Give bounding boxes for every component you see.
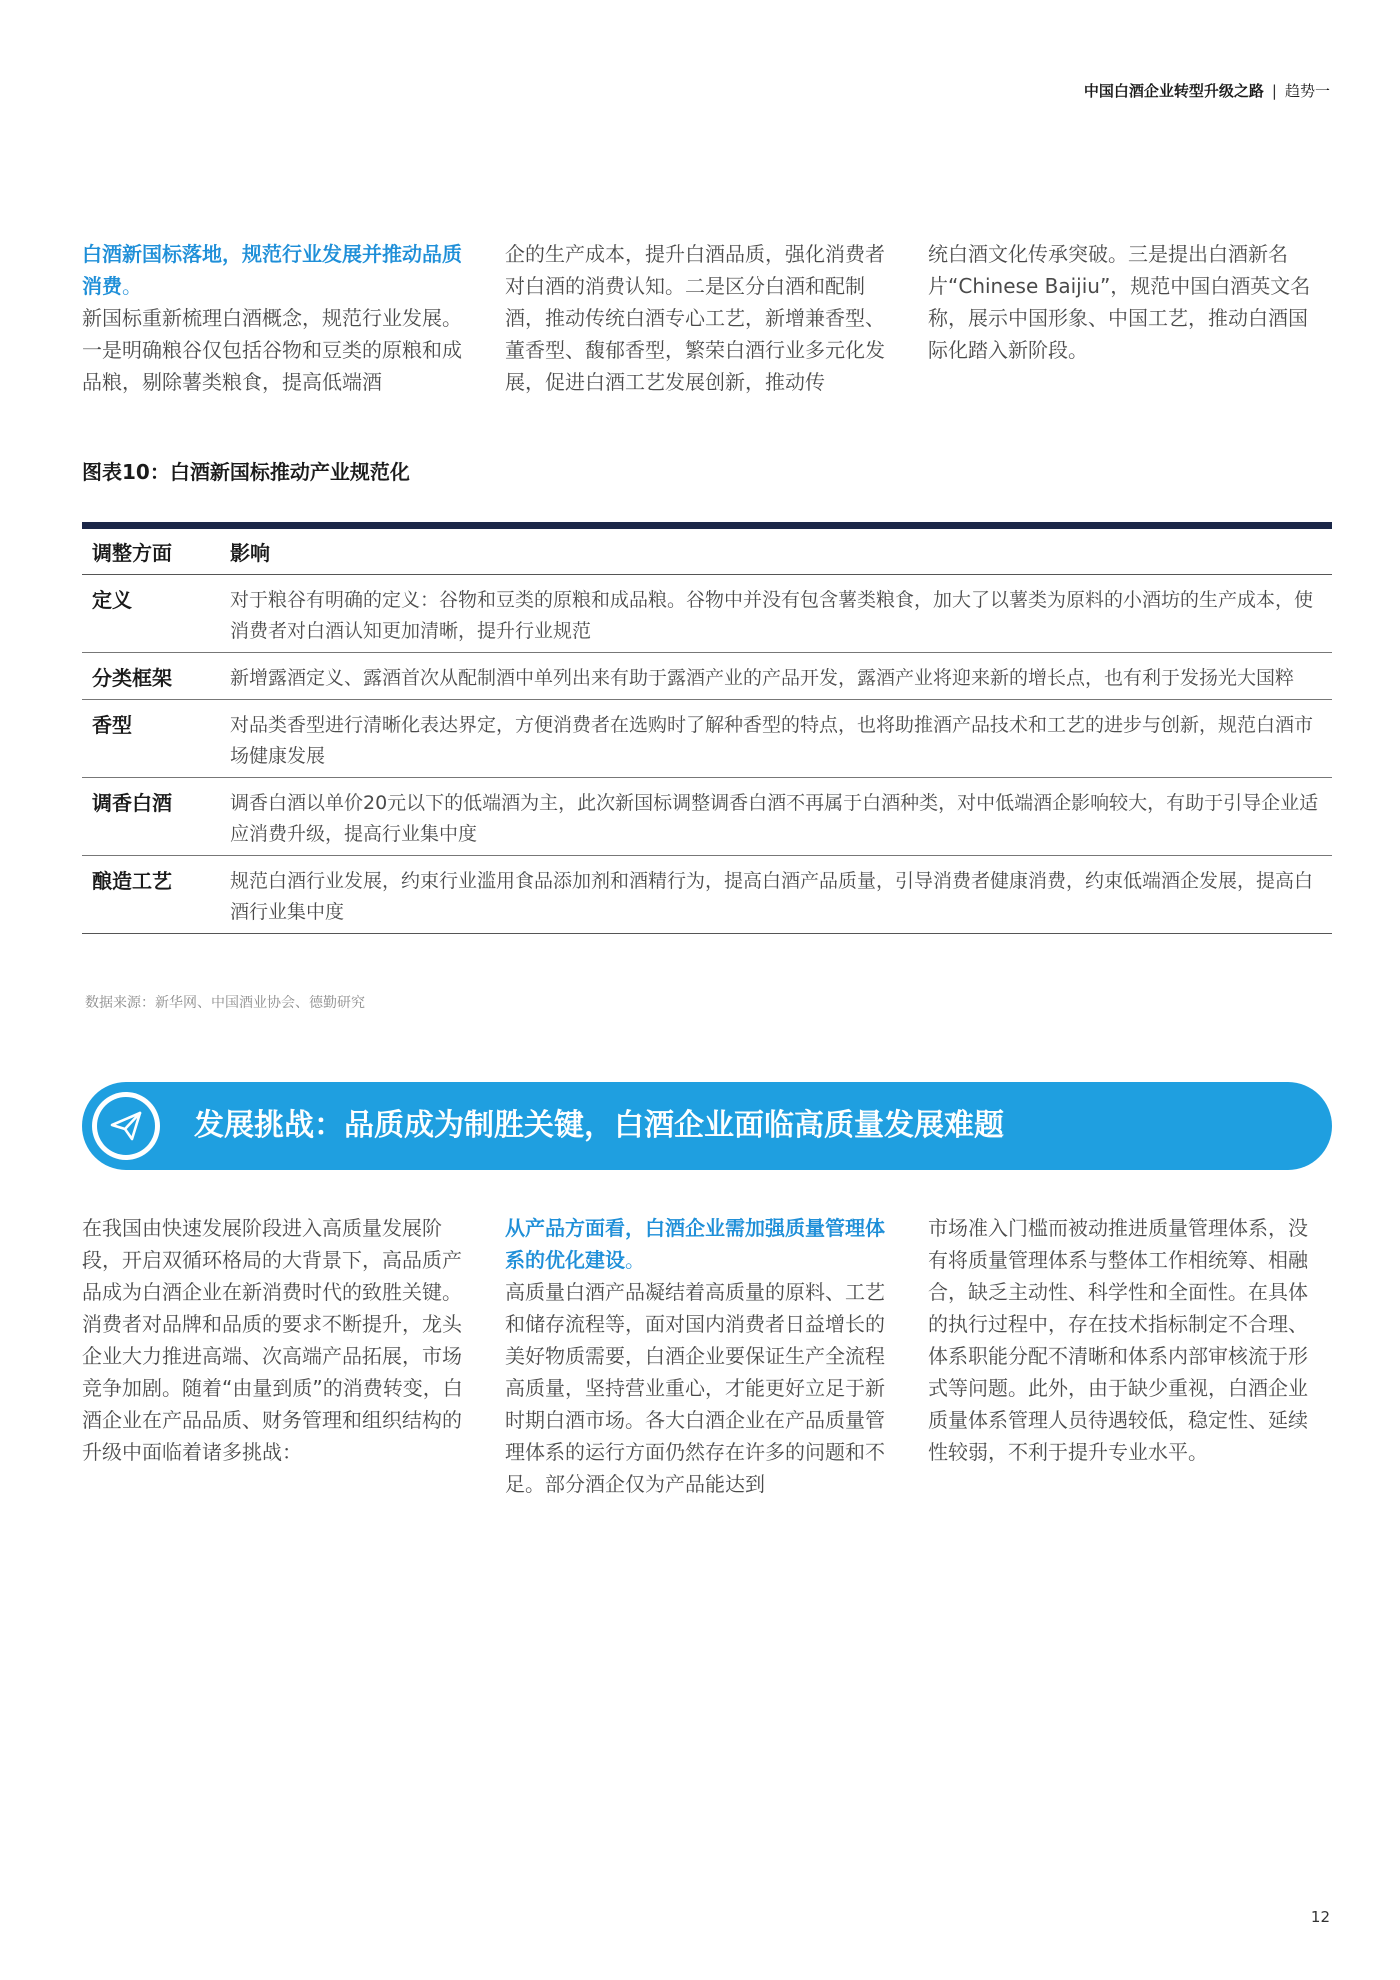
header-section: 趋势一 — [1284, 82, 1330, 100]
figure-title: 图表10：白酒新国标推动产业规范化 — [82, 460, 410, 484]
top-column-3 — [928, 238, 1318, 366]
header-title: 中国白酒企业转型升级之路 — [1083, 82, 1264, 100]
section-lead-heading: 从产品方面看，白酒企业需加强质量管理体系的优化建设 — [505, 1216, 885, 1272]
figure-table — [82, 522, 1332, 934]
row-value: 调香白酒以单价20元以下的低端酒为主，此次新国标调整调香白酒不再属于白酒种类，对中低端酒企影响较大，有助于引导企业适应消费升级，提高行业集中度 — [220, 778, 1332, 856]
row-key: 酿造工艺 — [82, 856, 220, 934]
row-key: 调香白酒 — [82, 778, 220, 856]
row-key: 香型 — [82, 700, 220, 778]
paper-plane-icon — [92, 1092, 160, 1160]
column-header-impact: 影响 — [220, 526, 1332, 575]
paragraph-text: 统白酒文化传承突破。三是提出白酒新名片“Chinese Baijiu”，规范中国白酒英文名称，展示中国形象、中国工艺，推动白酒国际化踏入新阶段。 — [928, 242, 1311, 362]
paragraph-text: 在我国由快速发展阶段进入高质量发展阶段，开启双循环格局的大背景下，高品质产品成为白酒企业在新消费时代的致胜关键。消费者对品牌和品质的要求不断提升，龙头企业大力推进高端、次高端产品拓展，市场竞争加剧。随着“由量到质”的消费转变，白酒企业在产品品质、财务管理和组织结构的升级中面临着诸多挑战： — [82, 1216, 463, 1464]
banner-heading: 发展挑战：品质成为制胜关键，白酒企业面临高质量发展难题 — [194, 1108, 1004, 1143]
table-row — [82, 778, 1332, 856]
row-value: 对品类香型进行清晰化表达界定，方便消费者在选购时了解种香型的特点，也将助推酒产品技术和工艺的进步与创新，规范白酒市场健康发展 — [220, 700, 1332, 778]
column-header-aspect: 调整方面 — [82, 526, 220, 575]
table-row — [82, 700, 1332, 778]
bottom-column-3 — [928, 1212, 1318, 1468]
paragraph-text: 高质量白酒产品凝结着高质量的原料、工艺和储存流程等，面对国内消费者日益增长的美好物质需要，白酒企业要保证生产全流程高质量，坚持营业重心，才能更好立足于新时期白酒市场。各大白酒企业在产品质量管理体系的运行方面仍然存在许多的问题和不足。部分酒企仅为产品能达到 — [505, 1280, 885, 1496]
lead-period: 。 — [625, 1248, 645, 1272]
paragraph-text: 市场准入门槛而被动推进质量管理体系，没有将质量管理体系与整体工作相统筹、相融合，缺乏主动性、科学性和全面性。在具体的执行过程中，存在技术指标制定不合理、体系职能分配不清晰和体系内部审核流于形式等问题。此外，由于缺少重视，白酒企业质量体系管理人员待遇较低，稳定性、延续性较弱，不利于提升专业水平。 — [928, 1216, 1308, 1464]
table-row — [82, 653, 1332, 700]
running-header — [1084, 80, 1330, 101]
row-value: 对于粮谷有明确的定义：谷物和豆类的原粮和成品粮。谷物中并没有包含薯类粮食，加大了以薯类为原料的小酒坊的生产成本，使消费者对白酒认知更加清晰，提升行业规范 — [220, 575, 1332, 653]
lead-period: 。 — [122, 274, 142, 298]
section-banner — [82, 1082, 1332, 1170]
top-column-1 — [82, 238, 472, 398]
section-lead-heading: 白酒新国标落地，规范行业发展并推动品质消费 — [82, 242, 462, 298]
table-row — [82, 856, 1332, 934]
row-key: 分类框架 — [82, 653, 220, 700]
header-separator: | — [1271, 82, 1277, 100]
data-source-note: 数据来源：新华网、中国酒业协会、德勤研究 — [85, 995, 365, 1011]
top-column-2 — [505, 238, 895, 398]
paragraph-text: 新国标重新梳理白酒概念，规范行业发展。一是明确粮谷仅包括谷物和豆类的原粮和成品粮，剔除薯类粮食，提高低端酒 — [82, 306, 462, 394]
table-row — [82, 575, 1332, 653]
row-value: 新增露酒定义、露酒首次从配制酒中单列出来有助于露酒产业的产品开发，露酒产业将迎来新的增长点，也有利于发扬光大国粹 — [220, 653, 1332, 700]
bottom-column-2 — [505, 1212, 895, 1500]
row-value: 规范白酒行业发展，约束行业滥用食品添加剂和酒精行为，提高白酒产品质量，引导消费者健康消费，约束低端酒企发展，提高白酒行业集中度 — [220, 856, 1332, 934]
page-number: 12 — [1310, 1908, 1330, 1926]
paragraph-text: 企的生产成本，提升白酒品质，强化消费者对白酒的消费认知。二是区分白酒和配制酒，推动传统白酒专心工艺，新增兼香型、董香型、馥郁香型，繁荣白酒行业多元化发展，促进白酒工艺发展创新，推动传 — [505, 242, 885, 394]
row-key: 定义 — [82, 575, 220, 653]
table-header-row — [82, 526, 1332, 575]
bottom-column-1 — [82, 1212, 472, 1468]
